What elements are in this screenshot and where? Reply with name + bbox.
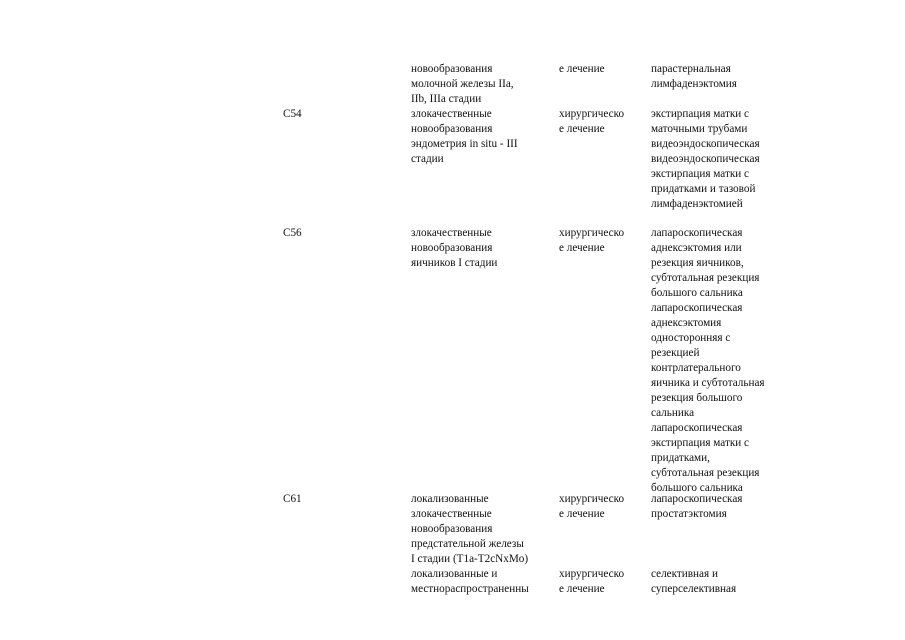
row-4-diagnosis-line-2: злокачественные bbox=[411, 508, 492, 520]
row-3-diagnosis-line-3: яичников I стадии bbox=[411, 257, 498, 269]
row-2-diagnosis-line-3: эндометрия in situ - III bbox=[411, 138, 518, 150]
row-2-code bbox=[283, 107, 363, 122]
row-3-method-line-14: лапароскопическая bbox=[651, 422, 743, 434]
row-1-method bbox=[651, 62, 801, 92]
row-3-diagnosis bbox=[411, 226, 561, 271]
row-3-method-line-9: резекцией bbox=[651, 347, 700, 359]
row-3-method-line-3: резекция яичников, bbox=[651, 257, 744, 269]
row-2-method-line-5: экстирпация матки с bbox=[651, 168, 750, 180]
row-1-diagnosis-line-3: IIb, IIIa стадии bbox=[411, 93, 482, 105]
row-5-treatment bbox=[559, 567, 649, 597]
row-3-method-line-1: лапароскопическая bbox=[651, 227, 743, 239]
row-2-diagnosis-line-2: новообразования bbox=[411, 123, 493, 135]
row-3-code-text: C56 bbox=[283, 227, 302, 239]
row-2-method-line-2: маточными трубами bbox=[651, 123, 748, 135]
row-3-method-line-16: придатками, bbox=[651, 452, 710, 464]
row-2-diagnosis-line-4: стадии bbox=[411, 153, 444, 165]
row-2-treatment-line-2: е лечение bbox=[559, 123, 605, 135]
row-3-method bbox=[651, 226, 801, 496]
row-2-diagnosis bbox=[411, 107, 561, 167]
row-5-treatment-line-2: е лечение bbox=[559, 583, 605, 595]
row-4-diagnosis-line-1: локализованные bbox=[411, 493, 489, 505]
row-5-diagnosis bbox=[411, 567, 561, 597]
row-4-method-line-2: простатэктомия bbox=[651, 508, 727, 520]
row-4-treatment-line-1: хирургическо bbox=[559, 493, 625, 505]
row-3-method-line-5: большого сальника bbox=[651, 287, 743, 299]
row-1-diagnosis bbox=[411, 62, 561, 107]
row-3-method-line-7: аднексэктомия bbox=[651, 317, 722, 329]
row-3-treatment bbox=[559, 226, 649, 256]
row-3-method-line-13: сальника bbox=[651, 407, 695, 419]
row-5-diagnosis-line-1: локализованные и bbox=[411, 568, 498, 580]
row-5-method bbox=[651, 567, 801, 597]
row-4-code bbox=[283, 492, 363, 507]
row-4-diagnosis bbox=[411, 492, 561, 567]
row-3-method-line-6: лапароскопическая bbox=[651, 302, 743, 314]
row-3-method-line-15: экстирпация матки с bbox=[651, 437, 750, 449]
row-4-diagnosis-line-4: предстательной железы bbox=[411, 538, 524, 550]
row-2-method-line-7: лимфаденэктомией bbox=[651, 198, 743, 210]
row-2-method bbox=[651, 107, 801, 212]
row-1-diagnosis-line-1: новообразования bbox=[411, 63, 493, 75]
row-3-treatment-line-1: хирургическо bbox=[559, 227, 625, 239]
row-3-method-line-4: субтотальная резекция bbox=[651, 272, 760, 284]
row-1-method-line-2: лимфаденэктомия bbox=[651, 78, 737, 90]
row-3-method-line-12: резекция большого bbox=[651, 392, 743, 404]
row-2-treatment-line-1: хирургическо bbox=[559, 108, 625, 120]
row-3-code bbox=[283, 226, 363, 241]
row-1-treatment bbox=[559, 62, 649, 77]
row-3-diagnosis-line-2: новообразования bbox=[411, 242, 493, 254]
row-2-diagnosis-line-1: злокачественные bbox=[411, 108, 492, 120]
row-2-method-line-4: видеоэндоскопическая bbox=[651, 153, 760, 165]
row-2-method-line-1: экстирпация матки с bbox=[651, 108, 750, 120]
row-3-method-line-18: большого сальника bbox=[651, 482, 743, 494]
row-2-method-line-3: видеоэндоскопическая bbox=[651, 138, 760, 150]
row-1-method-line-1: парастернальная bbox=[651, 63, 731, 75]
row-4-diagnosis-line-3: новообразования bbox=[411, 523, 493, 535]
row-4-code-text: C61 bbox=[283, 493, 302, 505]
row-5-treatment-line-1: хирургическо bbox=[559, 568, 625, 580]
row-5-method-line-1: селективная и bbox=[651, 568, 718, 580]
row-2-method-line-6: придатками и тазовой bbox=[651, 183, 756, 195]
row-4-method-line-1: лапароскопическая bbox=[651, 493, 743, 505]
row-5-diagnosis-line-2: местнораспространенны bbox=[411, 583, 529, 595]
row-2-treatment bbox=[559, 107, 649, 137]
row-5-method-line-2: суперселективная bbox=[651, 583, 737, 595]
row-4-treatment-line-2: е лечение bbox=[559, 508, 605, 520]
row-3-method-line-10: контрлатерального bbox=[651, 362, 741, 374]
row-1-treatment-line-1: е лечение bbox=[559, 63, 605, 75]
row-3-treatment-line-2: е лечение bbox=[559, 242, 605, 254]
row-2-code-text: C54 bbox=[283, 108, 302, 120]
row-3-method-line-11: яичника и субтотальная bbox=[651, 377, 765, 389]
row-4-diagnosis-line-5: I стадии (T1a-T2cNxMo) bbox=[411, 553, 529, 565]
row-3-method-line-17: субтотальная резекция bbox=[651, 467, 760, 479]
row-3-method-line-8: односторонняя с bbox=[651, 332, 731, 344]
row-4-method bbox=[651, 492, 801, 522]
row-1-diagnosis-line-2: молочной железы IIa, bbox=[411, 78, 514, 90]
row-3-diagnosis-line-1: злокачественные bbox=[411, 227, 492, 239]
row-4-treatment bbox=[559, 492, 649, 522]
row-3-method-line-2: аднексэктомия или bbox=[651, 242, 742, 254]
